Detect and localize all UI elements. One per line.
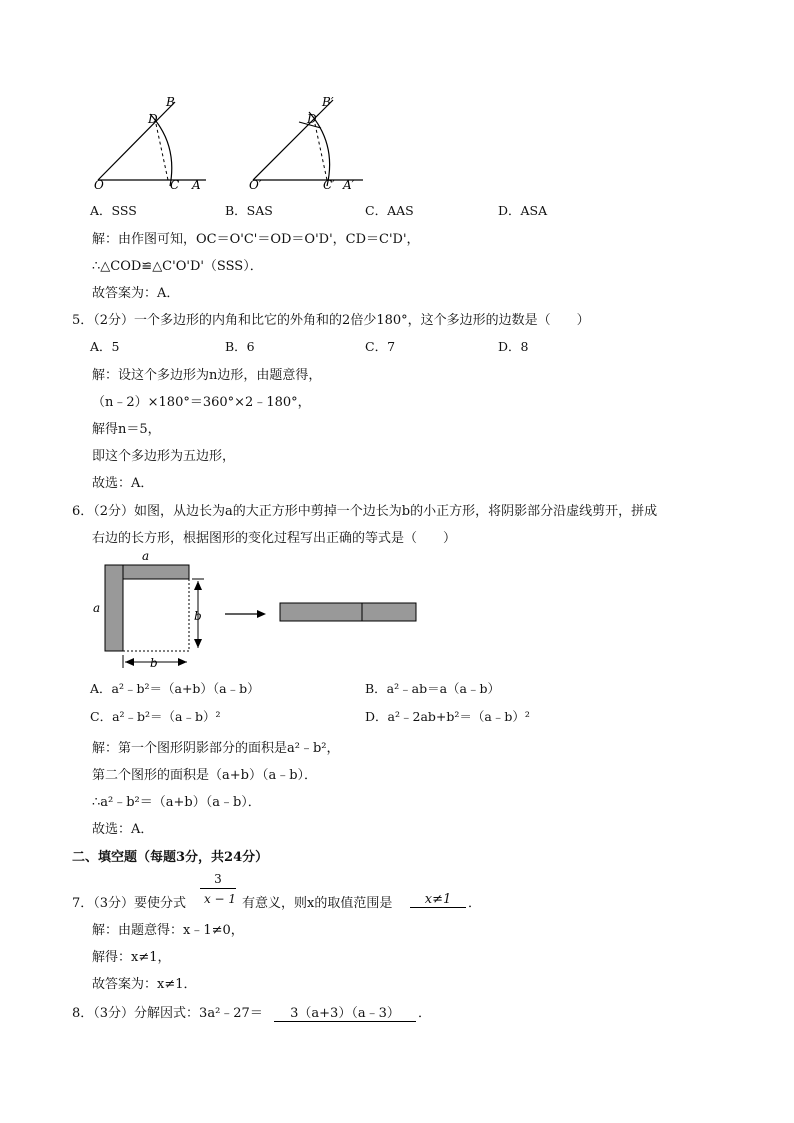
- q5-option-a: A．5: [90, 339, 120, 354]
- label-b-bottom: b: [150, 656, 158, 670]
- q4-option-a: A．SSS: [90, 203, 137, 218]
- q7-solution-line-1: 解：由题意得：x﹣1≠0，: [92, 923, 244, 938]
- label-C-prime: C′: [323, 178, 335, 192]
- q6-solution-line-2: 第二个图形的面积是（a+b）（a﹣b）．: [92, 768, 318, 783]
- q4-solution-line-1: 解：由作图可知，OC＝O'C'＝OD＝O'D'，CD＝C'D'，: [92, 232, 420, 247]
- q4-figure-right: [245, 92, 375, 192]
- q7-prefix: 7．（3分）要使分式: [72, 896, 187, 911]
- label-D-prime: D′: [307, 112, 320, 126]
- q8-prefix: 8．（3分）分解因式：3a²﹣27＝: [72, 1006, 263, 1021]
- q6-option-d: D．a²﹣2ab+b²＝（a﹣b）²: [365, 709, 530, 724]
- label-b-right: b: [194, 609, 202, 623]
- q7-fraction-numerator: 3: [214, 872, 222, 886]
- q6-stem-line-2: 右边的长方形，根据图形的变化过程写出正确的等式是（ ）: [92, 531, 457, 546]
- q7-fraction-bar: [200, 888, 236, 889]
- q4-option-d: D．ASA: [498, 203, 548, 218]
- label-A-prime: A′: [343, 178, 355, 192]
- q4-figure-left: [90, 92, 220, 192]
- label-B-prime: B′: [322, 95, 334, 109]
- q5-option-b: B．6: [225, 339, 255, 354]
- q6-solution-line-3: ∴a²﹣b²＝（a+b）（a﹣b）．: [92, 795, 261, 810]
- label-O-prime: O′: [249, 178, 262, 192]
- q7-solution-line-3: 故答案为：x≠1．: [92, 977, 197, 992]
- q4-option-c: C．AAS: [365, 203, 414, 218]
- q6-stem-line-1: 6．（2分）如图，从边长为a的大正方形中剪掉一个边长为b的小正方形，将阴影部分沿虚线剪开，拼成: [72, 504, 658, 519]
- q6-option-a: A．a²﹣b²＝（a+b）（a﹣b）: [90, 681, 260, 696]
- label-A: A: [192, 178, 201, 192]
- label-C: C: [170, 178, 180, 192]
- q8-answer-blank: 3（a+3）（a﹣3）: [274, 1002, 416, 1022]
- q5-solution-line-3: 解得n＝5，: [92, 422, 161, 437]
- q5-option-c: C．7: [365, 339, 396, 354]
- q4-option-b: B．SAS: [225, 203, 273, 218]
- q5-solution-line-4: 即这个多边形为五边形，: [92, 449, 236, 464]
- q4-solution-line-3: 故答案为：A．: [92, 286, 180, 301]
- q6-option-c: C．a²﹣b²＝（a﹣b）²: [90, 709, 221, 724]
- q7-solution-line-2: 解得：x≠1，: [92, 950, 171, 965]
- q7-fraction-denominator: x − 1: [203, 892, 237, 906]
- q8-end: ．: [418, 1006, 432, 1021]
- label-a-top: a: [142, 549, 150, 563]
- section-title: 二、填空题（每题3分，共24分）: [72, 850, 269, 865]
- label-D: D: [148, 112, 158, 126]
- q5-solution-line-5: 故选：A．: [92, 476, 154, 491]
- label-B: B: [166, 95, 175, 109]
- label-O: O: [94, 178, 104, 192]
- q6-solution-line-1: 解：第一个图形阴影部分的面积是a²﹣b²，: [92, 741, 340, 756]
- q7-suffix: 有意义，则x的取值范围是: [242, 896, 393, 911]
- label-a-left: a: [93, 601, 101, 615]
- q5-option-d: D．8: [498, 339, 529, 354]
- q7-answer-blank: x≠1: [410, 892, 466, 908]
- q5-stem: 5．（2分）一个多边形的内角和比它的外角和的2倍少180°，这个多边形的边数是（ ）: [72, 313, 590, 328]
- q7-end: ．: [468, 896, 482, 911]
- q6-solution-line-4: 故选：A．: [92, 822, 154, 837]
- q4-solution-line-2: ∴△COD≌△C'O'D'（SSS）．: [92, 259, 263, 274]
- q6-figure: [88, 548, 428, 672]
- q5-solution-line-2: （n﹣2）×180°＝360°×2﹣180°，: [92, 395, 311, 410]
- q5-solution-line-1: 解：设这个多边形为n边形，由题意得，: [92, 368, 322, 383]
- q6-option-b: B．a²﹣ab＝a（a﹣b）: [365, 681, 501, 696]
